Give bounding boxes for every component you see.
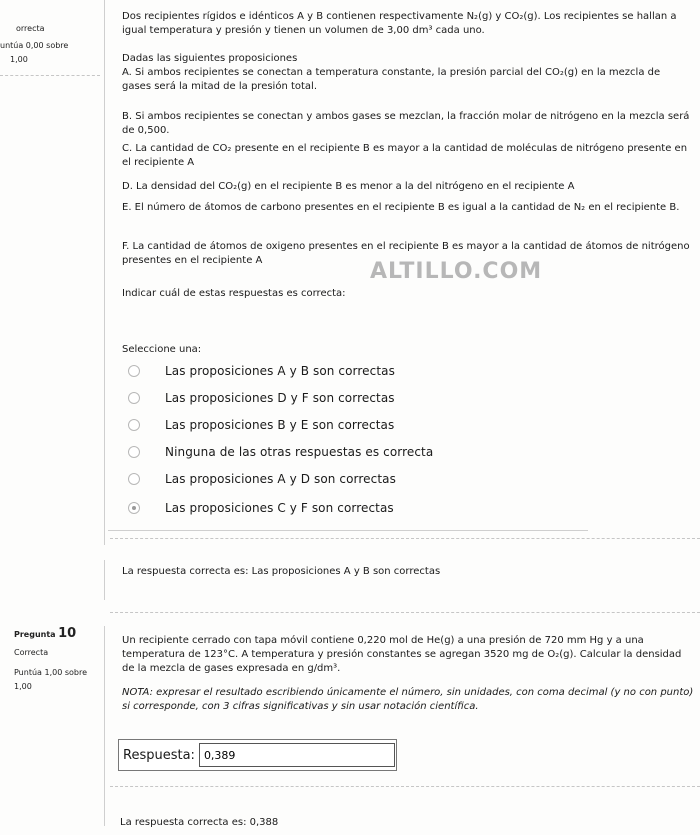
option-label: Las proposiciones C y F son correctas: [165, 501, 394, 515]
q9-option-5[interactable]: [128, 470, 396, 488]
option-label: Las proposiciones B y E son correctas: [165, 418, 395, 432]
q10-label: Pregunta: [14, 630, 56, 639]
answer-box: [118, 739, 397, 771]
q9-prop-d: D. La densidad del CO₂(g) en el recipiente B es menor a la del nitrógeno en el recipiente A: [122, 181, 575, 192]
q9-prop-b: B. Si ambos recipientes se conectan y ambos gases se mezclan, la fracción molar de nitrógeno en la mezcla será de 0,500.: [122, 111, 690, 136]
q9-prop-c: C. La cantidad de CO₂ presente en el recipiente B es mayor a la cantidad de moléculas de nitrógeno presente en el recipiente A: [122, 143, 688, 168]
q9-score: untúa 0,00 sobre: [0, 41, 69, 50]
option-label: Las proposiciones A y B son correctas: [165, 364, 395, 378]
q10-note: NOTA: expresar el resultado escribiendo únicamente el número, sin unidades, con coma decimal (y no con punto) si corresponde, con 3 cifras significativas y sin usar notación científica.: [122, 687, 694, 712]
q9-prompt: Indicar cuál de estas respuestas es correcta:: [122, 288, 346, 299]
answer-input[interactable]: [199, 743, 395, 767]
q10-status: Correcta: [14, 648, 49, 657]
radio-button[interactable]: [128, 392, 140, 404]
q9-option-2[interactable]: [128, 389, 395, 407]
q9-option-6[interactable]: [128, 499, 394, 517]
q9-prop-e: E. El número de átomos de carbono presentes en el recipiente B es igual a la cantidad de N₂ en el recipiente B.: [122, 202, 680, 213]
q10-feedback: La respuesta correcta es: 0,388: [120, 817, 279, 828]
option-label: Las proposiciones A y D son correctas: [165, 472, 396, 486]
q9-option-4[interactable]: [128, 443, 433, 461]
q10-score: Puntúa 1,00 sobre: [14, 668, 88, 677]
radio-button[interactable]: [128, 473, 140, 485]
q9-select-label: Seleccione una:: [122, 344, 202, 355]
option-label: Las proposiciones D y F son correctas: [165, 391, 395, 405]
radio-button[interactable]: [128, 446, 140, 458]
q9-intro: Dos recipientes rígidos e idénticos A y B contienen respectivamente N₂(g) y CO₂(g). Los recipientes se hallan a igual temperatura y presión y tienen un volumen de 3,00 dm³ cada uno.: [122, 11, 677, 36]
divider: [104, 0, 105, 545]
q9-status: orrecta: [16, 24, 45, 33]
q9-props-header: Dadas las siguientes proposiciones: [122, 53, 298, 64]
option-label: Ninguna de las otras respuestas es correcta: [165, 445, 434, 459]
q9-info: [0, 22, 100, 67]
divider: [104, 626, 105, 826]
radio-button[interactable]: [128, 419, 140, 431]
q10-score-max: 1,00: [14, 682, 32, 691]
radio-button[interactable]: [128, 365, 140, 377]
q10-text: Un recipiente cerrado con tapa móvil contiene 0,220 mol de He(g) a una presión de 720 mm Hg y a una temperatura de 123°C. A temperatura y presión constantes se agregan 3520 mg de O₂(g). Calcular la densidad de la mezcla de gases expresada en g/dm³.: [122, 635, 682, 674]
q9-prop-f: F. La cantidad de átomos de oxigeno presentes en el recipiente B es mayor a la cantidad de átomos de nitrógeno presentes en el recipiente A: [122, 241, 690, 266]
divider: [110, 612, 700, 613]
divider: [108, 530, 588, 531]
q10-number: 10: [58, 626, 77, 641]
divider: [0, 75, 100, 76]
watermark-logo: ALTILLO.COM: [370, 259, 543, 284]
q9-prop-a: A. Si ambos recipientes se conectan a temperatura constante, la presión parcial del CO₂(g) en la mezcla de gases será la mitad de la presión total.: [122, 67, 661, 92]
divider: [110, 538, 700, 539]
q10-info: [14, 627, 102, 694]
q9-option-1[interactable]: [128, 362, 395, 380]
divider: [110, 786, 700, 787]
q9-score-max: 1,00: [10, 55, 28, 64]
q9-option-3[interactable]: [128, 416, 394, 434]
q9-feedback: La respuesta correcta es: Las proposiciones A y B son correctas: [122, 566, 441, 577]
radio-button-selected[interactable]: [128, 502, 140, 514]
divider: [104, 560, 105, 600]
answer-label: Respuesta:: [123, 747, 195, 763]
